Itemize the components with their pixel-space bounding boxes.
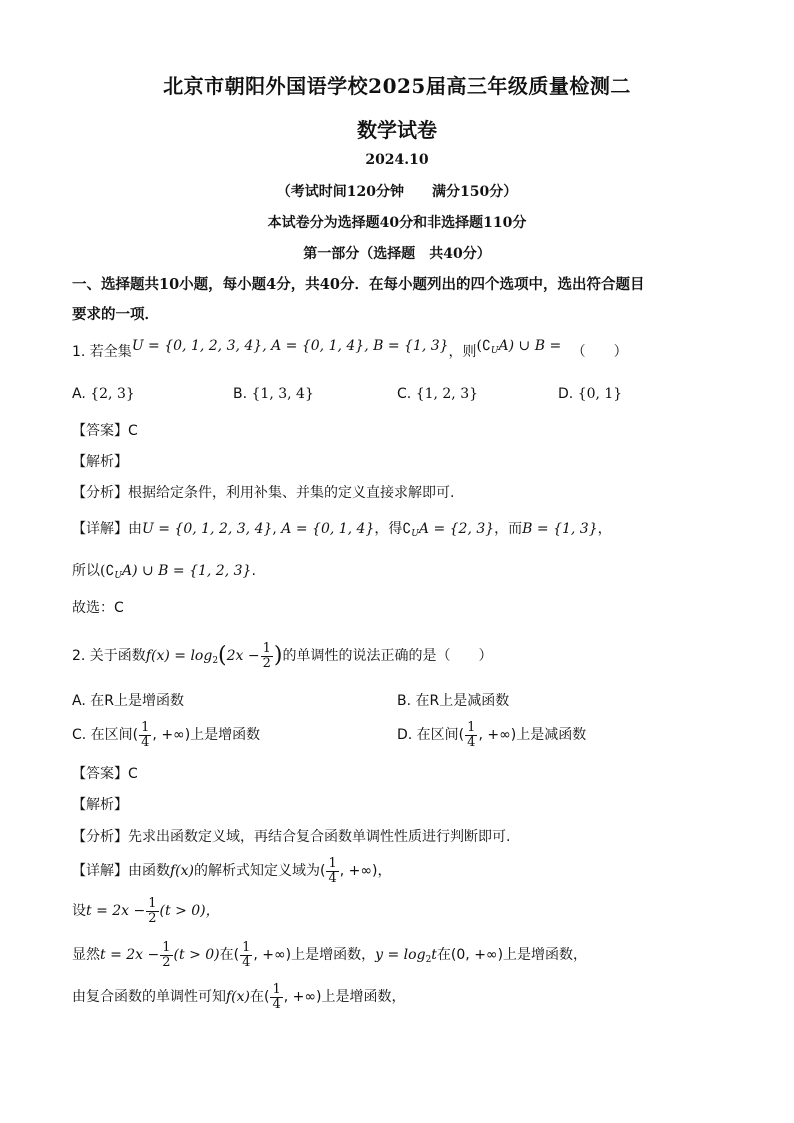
q2-detail: 【详解】由函数f(x)的解析式知定义域为( $\frac{1}{4}$ , +∞)， — [72, 855, 392, 886]
q2-function: f(x) = log — [145, 648, 213, 664]
q1-answer-paren: （ ） — [571, 344, 628, 360]
q1-answer: 【答案】C — [72, 423, 138, 439]
q2-composite: 由复合函数的单调性可知f(x)在( $\frac{1}{4}$ , +∞)上是增函数， — [72, 981, 406, 1012]
question-2-stem: 2. 关于函数$f(x) = \log_2(2x$ − $\frac{1}{2}$ )的单调性的说法正确的是（ ） — [72, 640, 493, 671]
q2-option-c: C. 在区间( $\frac{1}{4}$ , +∞)上是增函数 — [72, 719, 261, 750]
q2-analysis-tag: 【解析】 — [72, 797, 128, 813]
section-heading-line1: 一、选择题共10小题，每小题4分，共40分．在每小题列出的四个选项中，选出符合题目 — [72, 276, 645, 293]
q1-option-d: D. {0, 1} — [558, 386, 623, 402]
q1-analysis-tag: 【解析】 — [72, 454, 128, 470]
q1-ask: ，则 — [448, 344, 477, 360]
q1-option-a: A. {2, 3} — [72, 386, 135, 402]
q1-fenxi: 【分析】根据给定条件，利用补集、并集的定义直接求解即可. — [72, 485, 455, 501]
exam-part-heading: 第一部分（选择题 共40分） — [303, 246, 491, 262]
q2-option-d: D. 在区间( $\frac{1}{4}$ , +∞)上是减函数 — [397, 719, 587, 750]
exam-title: 北京市朝阳外国语学校2025届高三年级质量检测二 — [163, 74, 631, 98]
q2-answer: 【答案】C — [72, 766, 138, 782]
exam-composition: 本试卷分为选择题40分和非选择题110分 — [267, 215, 527, 231]
q1-expr: $(∁_UA)$ ∪ B = — [476, 338, 562, 356]
question-1-stem: 1. 若全集U = {0, 1, 2, 3, 4}, A = {0, 1, 4}, B = {1, 3}，则$(∁_UA)$ ∪ B = （ ） — [72, 338, 628, 360]
q2-obvious: 显然t = 2x − $\frac{1}{2}$ (t > 0)在( $\frac{1}{4}$ , +∞)上是增函数，$y = \log_2t$在(0, +∞)上是增函数， — [72, 939, 588, 970]
q2-option-b: B. 在R上是减函数 — [397, 693, 510, 709]
exam-date: 2024.10 — [365, 152, 429, 168]
exam-time-info: （考试时间120分钟 满分150分） — [276, 184, 518, 200]
q2-half-fraction: $\frac{1}{2}$ — [262, 640, 271, 671]
q2-fenxi: 【分析】先求出函数定义域，再结合复合函数单调性性质进行判断即可. — [72, 829, 511, 845]
q2-substitution: 设t = 2x − $\frac{1}{2}$ (t > 0)， — [72, 895, 220, 926]
q1-option-c: C. {1, 2, 3} — [397, 386, 479, 402]
q1-detail: 【详解】由U = {0, 1, 2, 3, 4}, A = {0, 1, 4}，得$∁_UA = \{2$, 3}，而B = {1, 3}， — [72, 521, 612, 539]
q1-choose: 故选：C — [72, 600, 124, 616]
q1-option-b: B. {1, 3, 4} — [233, 386, 314, 402]
section-heading — [72, 270, 724, 330]
q1-prefix: 1. 若全集 — [72, 344, 132, 360]
section-heading-line2: 要求的一项． — [72, 306, 159, 323]
q1-conclusion: 所以$(∁_UA)$ ∪ B = {1, 2, 3}. — [72, 563, 256, 581]
q2-option-a: A. 在R上是增函数 — [72, 693, 184, 709]
exam-subject: 数学试卷 — [357, 118, 437, 142]
q1-set-B: B = {1, 3} — [373, 338, 449, 354]
q1-set-A: A = {0, 1, 4} — [271, 338, 365, 354]
q1-set-U: U = {0, 1, 2, 3, 4} — [131, 338, 263, 354]
